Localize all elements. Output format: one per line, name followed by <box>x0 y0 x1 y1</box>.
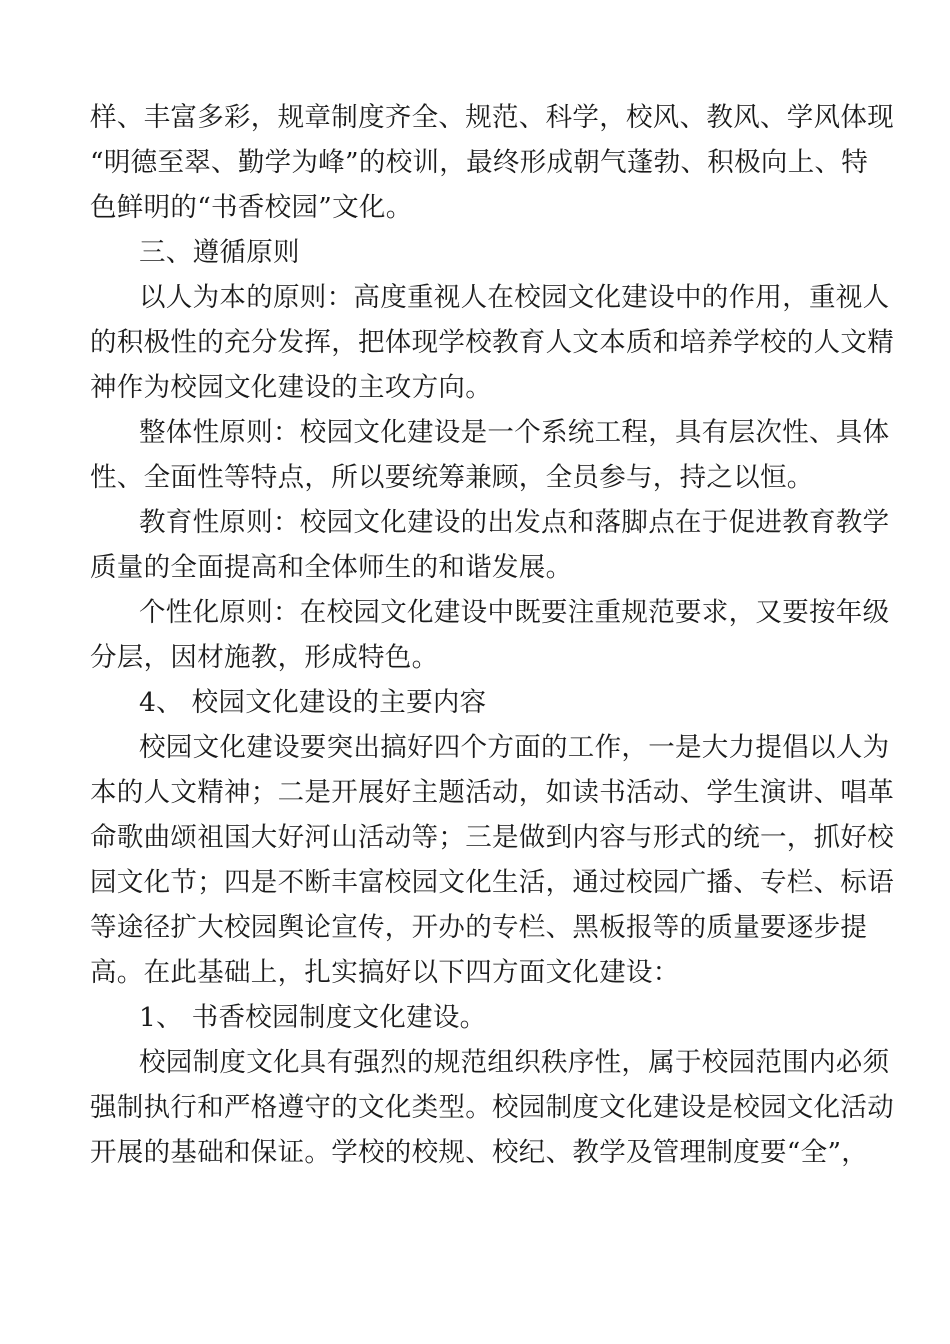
text-line: 园文化节；四是不断丰富校园文化生活，通过校园广播、专栏、标语 <box>90 867 894 898</box>
text-line: 个性化原则：在校园文化建设中既要注重规范要求，又要按年级 <box>139 597 890 628</box>
text-line: 色鲜明的“书香校园”文化。 <box>90 192 413 223</box>
section-heading: 4、 校园文化建设的主要内容 <box>139 687 487 718</box>
text-line: 高。在此基础上，扎实搞好以下四方面文化建设： <box>90 957 680 988</box>
text-line: 以人为本的原则：高度重视人在校园文化建设中的作用，重视人 <box>139 282 890 313</box>
text-line: 校园制度文化具有强烈的规范组织秩序性，属于校园范围内必须 <box>139 1047 890 1078</box>
text-line: 分层，因材施教，形成特色。 <box>90 642 439 673</box>
text-line: 整体性原则：校园文化建设是一个系统工程，具有层次性、具体 <box>139 417 890 448</box>
text-line: 的积极性的充分发挥，把体现学校教育人文本质和培养学校的人文精 <box>90 327 894 358</box>
section-heading: 1、 书香校园制度文化建设。 <box>139 1002 487 1033</box>
text-line: 校园文化建设要突出搞好四个方面的工作，一是大力提倡以人为 <box>139 732 890 763</box>
section-heading: 三、遵循原则 <box>139 237 300 268</box>
text-line: “明德至翠、勤学为峰”的校训，最终形成朝气蓬勃、积极向上、特 <box>90 147 869 178</box>
text-line: 强制执行和严格遵守的文化类型。校园制度文化建设是校园文化活动 <box>90 1092 894 1123</box>
text-line: 神作为校园文化建设的主攻方向。 <box>90 372 492 403</box>
text-line: 等途径扩大校园舆论宣传，开办的专栏、黑板报等的质量要逐步提 <box>90 912 868 943</box>
text-line: 教育性原则：校园文化建设的出发点和落脚点在于促进教育教学 <box>139 507 890 538</box>
text-line: 本的人文精神；二是开展好主题活动，如读书活动、学生演讲、唱革 <box>90 777 894 808</box>
text-line: 性、全面性等特点，所以要统筹兼顾，全员参与，持之以恒。 <box>90 462 814 493</box>
text-line: 样、丰富多彩，规章制度齐全、规范、科学，校风、教风、学风体现 <box>90 102 894 133</box>
text-line: 开展的基础和保证。学校的校规、校纪、教学及管理制度要“全”， <box>90 1137 869 1168</box>
text-line: 命歌曲颂祖国大好河山活动等；三是做到内容与形式的统一，抓好校 <box>90 822 894 853</box>
text-line: 质量的全面提高和全体师生的和谐发展。 <box>90 552 573 583</box>
